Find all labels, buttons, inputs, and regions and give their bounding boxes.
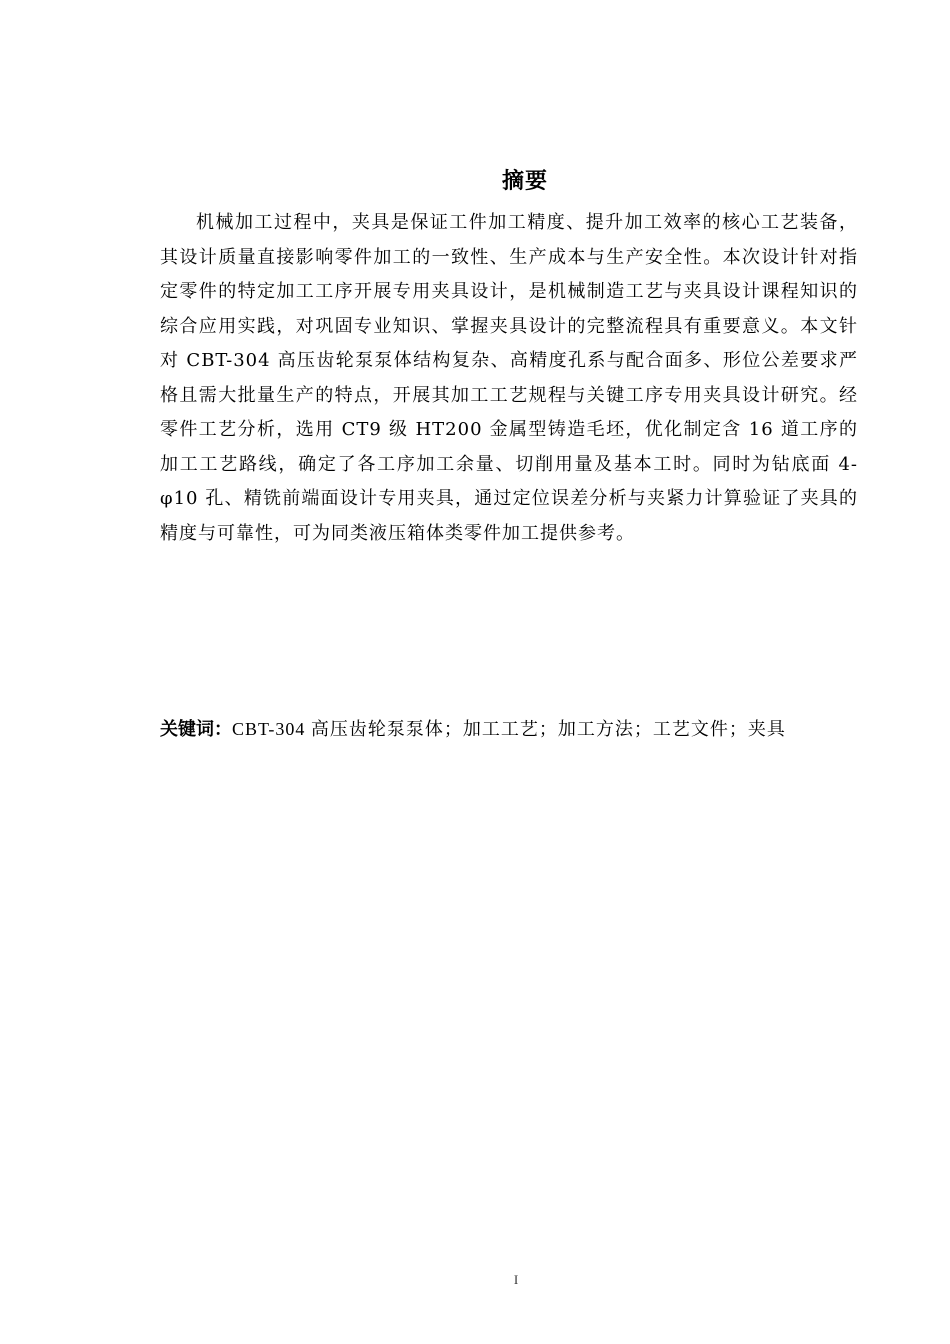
abstract-body: 机械加工过程中，夹具是保证工件加工精度、提升加工效率的核心工艺装备，其设计质量直接影响零件加工的一致性、生产成本与生产安全性。本次设计针对指定零件的特定加工工序开展专用夹具设计，是机械制造工艺与夹具设计课程知识的综合应用实践，对巩固专业知识、掌握夹具设计的完整流程具有重要意义。本文针对 CBT-304 高压齿轮泵泵体结构复杂、高精度孔系与配合面多、形位公差要求严格且需大批量生产的特点，开展其加工工艺规程与关键工序专用夹具设计研究。经零件工艺分析，选用 CT9 级 HT200 金属型铸造毛坯，优化制定含 16 道工序的加工工艺路线，确定了各工序加工余量、切削用量及基本工时。同时为钻底面 4-φ10 孔、精铣前端面设计专用夹具，通过定位误差分析与夹紧力计算验证了夹具的精度与可靠性，可为同类液压箱体类零件加工提供参考。 xyxy=(160,212,858,544)
abstract-title: 摘要 xyxy=(501,169,548,194)
keywords-text: CBT-304 高压齿轮泵泵体；加工工艺；加工方法；工艺文件；夹具 xyxy=(232,719,786,739)
keywords-line xyxy=(160,712,858,747)
keywords-label: 关键词： xyxy=(160,719,232,740)
page-number: I xyxy=(513,1272,519,1287)
